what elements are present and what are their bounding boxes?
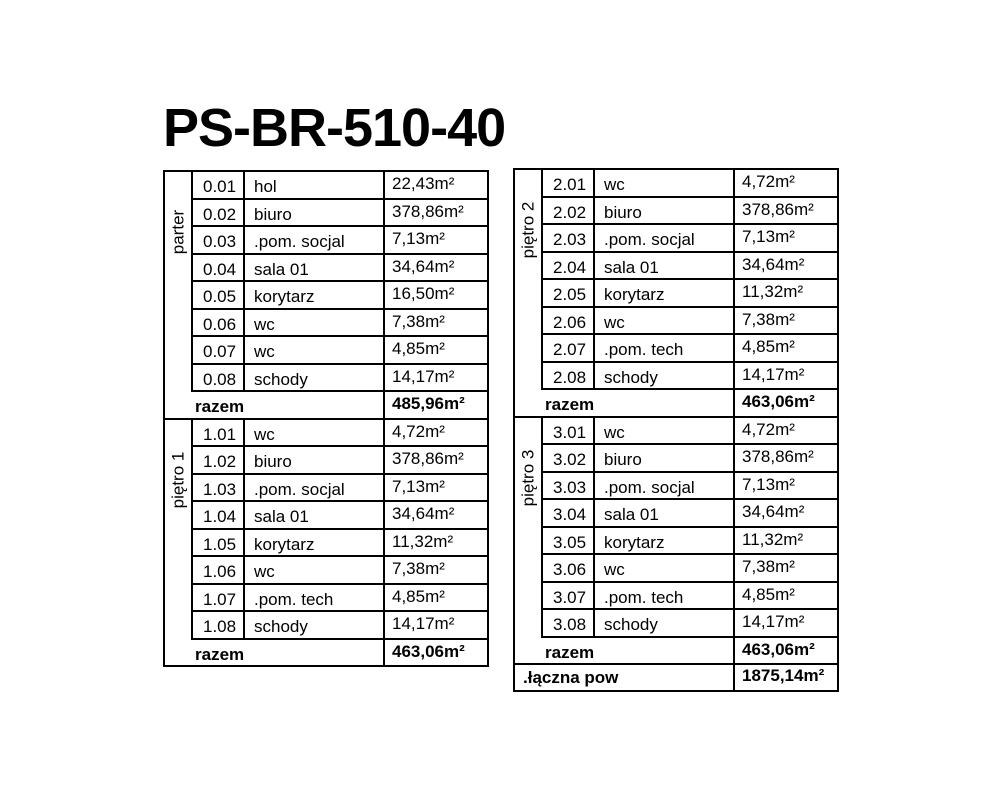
room-row — [541, 170, 837, 198]
room-row — [191, 612, 487, 640]
room-name: schody — [243, 612, 383, 638]
room-number: 1.01 — [191, 420, 243, 446]
room-row — [541, 418, 837, 446]
room-area: 7,13m² — [733, 225, 837, 251]
floor-table — [163, 420, 489, 668]
floor-label — [165, 420, 191, 560]
room-name: .pom. tech — [243, 585, 383, 611]
room-row — [191, 447, 487, 475]
room-row — [541, 225, 837, 253]
room-row — [541, 555, 837, 583]
room-row — [191, 475, 487, 503]
room-list — [191, 172, 487, 392]
room-name: biuro — [593, 198, 733, 224]
room-area: 34,64m² — [383, 255, 487, 281]
room-row — [541, 363, 837, 391]
room-area: 4,72m² — [733, 170, 837, 196]
room-row — [191, 310, 487, 338]
room-row — [191, 282, 487, 310]
room-area: 378,86m² — [733, 198, 837, 224]
room-name: sala 01 — [593, 500, 733, 526]
floor-sum-label: razem — [545, 395, 595, 414]
room-number: 2.06 — [541, 308, 593, 334]
room-name: wc — [593, 170, 733, 196]
room-number: 0.08 — [191, 365, 243, 391]
floor-label — [165, 172, 191, 312]
grand-total-row — [513, 665, 839, 692]
room-name: biuro — [243, 447, 383, 473]
room-name: wc — [593, 308, 733, 334]
room-number: 0.05 — [191, 282, 243, 308]
room-area: 34,64m² — [733, 500, 837, 526]
room-name: wc — [593, 555, 733, 581]
room-name: wc — [243, 337, 383, 363]
room-row — [191, 502, 487, 530]
left-column — [163, 170, 487, 667]
room-row — [541, 610, 837, 638]
room-area: 7,13m² — [733, 473, 837, 499]
floor-sum-row — [165, 640, 487, 668]
room-area: 7,38m² — [733, 555, 837, 581]
right-column — [513, 168, 837, 692]
room-area: 34,64m² — [383, 502, 487, 528]
room-number: 0.01 — [191, 172, 243, 198]
floor-table — [513, 418, 839, 666]
room-number: 0.06 — [191, 310, 243, 336]
floor-sum-row — [515, 638, 837, 666]
room-name: korytarz — [593, 528, 733, 554]
room-area: 16,50m² — [383, 282, 487, 308]
room-row — [191, 337, 487, 365]
room-number: 0.03 — [191, 227, 243, 253]
room-area: 4,85m² — [383, 585, 487, 611]
room-row — [191, 255, 487, 283]
room-name: .pom. socjal — [243, 475, 383, 501]
room-row — [191, 557, 487, 585]
room-area: 378,86m² — [383, 200, 487, 226]
room-row — [541, 280, 837, 308]
room-name: .pom. socjal — [593, 473, 733, 499]
room-row — [541, 308, 837, 336]
room-row — [191, 200, 487, 228]
room-name: schody — [243, 365, 383, 391]
floor-sum-area: 463,06m² — [733, 638, 837, 664]
grand-total-area: 1875,14m² — [733, 665, 837, 690]
room-area: 14,17m² — [383, 612, 487, 638]
room-area: 7,38m² — [383, 557, 487, 583]
floor-label-text: piętro 3 — [518, 449, 538, 506]
room-area: 14,17m² — [733, 363, 837, 389]
room-name: wc — [243, 557, 383, 583]
room-number: 2.07 — [541, 335, 593, 361]
floor-sum-area: 485,96m² — [383, 392, 487, 418]
room-number: 2.02 — [541, 198, 593, 224]
room-number: 3.04 — [541, 500, 593, 526]
floor-sum-label: razem — [545, 642, 595, 662]
floor-sum-row — [515, 390, 837, 418]
room-area: 7,13m² — [383, 227, 487, 253]
room-number: 1.02 — [191, 447, 243, 473]
room-number: 3.02 — [541, 445, 593, 471]
room-row — [541, 445, 837, 473]
room-name: .pom. socjal — [593, 225, 733, 251]
floor-label-text: parter — [168, 209, 188, 255]
floor-label-text: piętro 1 — [168, 451, 188, 508]
room-row — [191, 227, 487, 255]
room-row — [191, 420, 487, 448]
room-row — [541, 253, 837, 281]
room-number: 2.05 — [541, 280, 593, 306]
room-row — [541, 335, 837, 363]
floor-sum-area: 463,06m² — [733, 390, 837, 416]
room-name: sala 01 — [243, 255, 383, 281]
room-number: 1.07 — [191, 585, 243, 611]
room-area: 14,17m² — [733, 610, 837, 636]
floor-label-text: piętro 2 — [518, 201, 538, 259]
room-list — [191, 420, 487, 640]
room-name: schody — [593, 363, 733, 389]
room-number: 1.06 — [191, 557, 243, 583]
room-area: 14,17m² — [383, 365, 487, 391]
room-name: korytarz — [243, 282, 383, 308]
room-name: wc — [243, 310, 383, 336]
room-number: 2.08 — [541, 363, 593, 389]
room-area: 11,32m² — [733, 528, 837, 554]
room-row — [541, 198, 837, 226]
room-area: 7,38m² — [383, 310, 487, 336]
floor-sum-area: 463,06m² — [383, 640, 487, 666]
room-row — [191, 585, 487, 613]
floor-table — [163, 170, 489, 420]
room-row — [191, 530, 487, 558]
room-row — [191, 172, 487, 200]
room-number: 1.05 — [191, 530, 243, 556]
room-area: 378,86m² — [383, 447, 487, 473]
room-number: 1.03 — [191, 475, 243, 501]
room-row — [541, 500, 837, 528]
room-number: 2.01 — [541, 170, 593, 196]
room-area: 4,85m² — [733, 335, 837, 361]
room-area: 11,32m² — [733, 280, 837, 306]
room-number: 2.04 — [541, 253, 593, 279]
room-number: 0.07 — [191, 337, 243, 363]
room-number: 1.08 — [191, 612, 243, 638]
room-number: 0.02 — [191, 200, 243, 226]
room-area: 4,72m² — [383, 420, 487, 446]
room-name: hol — [243, 172, 383, 198]
room-area: 4,85m² — [733, 583, 837, 609]
floor-sum-label: razem — [195, 644, 245, 664]
room-number: 3.05 — [541, 528, 593, 554]
room-number: 3.07 — [541, 583, 593, 609]
room-name: biuro — [243, 200, 383, 226]
room-name: .pom. socjal — [243, 227, 383, 253]
room-name: .pom. tech — [593, 583, 733, 609]
floor-label — [515, 170, 541, 310]
room-row — [541, 528, 837, 556]
room-area: 11,32m² — [383, 530, 487, 556]
room-area: 378,86m² — [733, 445, 837, 471]
floor-sum-row — [165, 392, 487, 420]
room-area: 4,85m² — [383, 337, 487, 363]
room-row — [541, 473, 837, 501]
grand-total-label: .łączna pow — [523, 668, 619, 687]
room-list — [541, 170, 837, 390]
document-title: PS-BR-510-40 — [163, 98, 506, 158]
room-name: .pom. tech — [593, 335, 733, 361]
room-name: korytarz — [593, 280, 733, 306]
floor-table — [513, 168, 839, 418]
floor-label — [515, 418, 541, 558]
room-name: wc — [243, 420, 383, 446]
room-name: sala 01 — [243, 502, 383, 528]
room-area: 22,43m² — [383, 172, 487, 198]
room-number: 3.06 — [541, 555, 593, 581]
room-number: 3.01 — [541, 418, 593, 444]
room-name: sala 01 — [593, 253, 733, 279]
room-area: 7,13m² — [383, 475, 487, 501]
room-number: 3.08 — [541, 610, 593, 636]
room-name: biuro — [593, 445, 733, 471]
room-number: 0.04 — [191, 255, 243, 281]
room-name: wc — [593, 418, 733, 444]
room-area: 4,72m² — [733, 418, 837, 444]
room-number: 1.04 — [191, 502, 243, 528]
floor-sum-label: razem — [195, 397, 245, 416]
room-area: 7,38m² — [733, 308, 837, 334]
room-row — [191, 365, 487, 393]
room-number: 2.03 — [541, 225, 593, 251]
room-row — [541, 583, 837, 611]
room-name: schody — [593, 610, 733, 636]
room-list — [541, 418, 837, 638]
room-area: 34,64m² — [733, 253, 837, 279]
room-number: 3.03 — [541, 473, 593, 499]
room-name: korytarz — [243, 530, 383, 556]
